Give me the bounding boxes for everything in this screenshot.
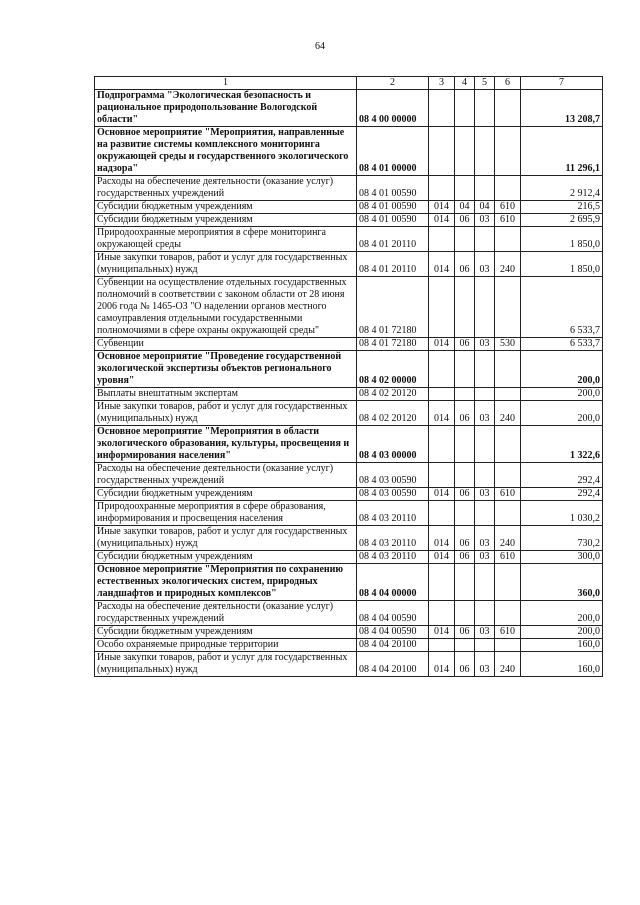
table-row [95, 277, 603, 338]
budget-table [94, 76, 603, 677]
row-name: Иные закупки товаров, работ и услуг для государственных (муниципальных) нужд [95, 401, 357, 426]
row-gr [429, 351, 455, 388]
row-pr [475, 127, 495, 176]
row-code: 08 4 03 20110 [357, 501, 429, 526]
table-row [95, 463, 603, 488]
header-row [95, 77, 603, 90]
row-pr [475, 277, 495, 338]
row-sum: 216,5 [521, 201, 603, 214]
row-rz [455, 388, 475, 401]
row-pr [475, 501, 495, 526]
row-sum: 6 533,7 [521, 338, 603, 351]
row-code: 08 4 03 20110 [357, 551, 429, 564]
row-gr [429, 501, 455, 526]
row-code: 08 4 01 72180 [357, 338, 429, 351]
row-vr: 610 [495, 488, 521, 501]
row-sum: 200,0 [521, 626, 603, 639]
row-code: 08 4 01 00590 [357, 214, 429, 227]
row-gr: 014 [429, 252, 455, 277]
row-gr: 014 [429, 626, 455, 639]
row-vr [495, 351, 521, 388]
table-row [95, 252, 603, 277]
row-gr: 014 [429, 488, 455, 501]
row-code: 08 4 04 20100 [357, 639, 429, 652]
page-number: 64 [315, 41, 325, 52]
row-rz: 06 [455, 214, 475, 227]
row-sum: 1 850,0 [521, 252, 603, 277]
row-vr: 240 [495, 401, 521, 426]
row-name: Субсидии бюджетным учреждениям [95, 214, 357, 227]
row-name: Субсидии бюджетным учреждениям [95, 488, 357, 501]
row-vr: 610 [495, 214, 521, 227]
row-pr [475, 351, 495, 388]
row-name: Основное мероприятие "Проведение государственной экологической экспертизы объектов регионального уровня" [95, 351, 357, 388]
header-cell-code: 2 [357, 77, 429, 90]
row-rz [455, 639, 475, 652]
row-gr: 014 [429, 338, 455, 351]
row-rz: 04 [455, 201, 475, 214]
row-pr [475, 388, 495, 401]
row-rz [455, 90, 475, 127]
row-pr: 03 [475, 488, 495, 501]
row-name: Особо охраняемые природные территории [95, 639, 357, 652]
row-pr [475, 426, 495, 463]
row-pr: 03 [475, 626, 495, 639]
row-name: Основное мероприятие "Мероприятия, направленные на развитие системы комплексного мониторинга окружающей среды и государственного экологического надзора" [95, 127, 357, 176]
row-rz [455, 501, 475, 526]
table-row-section [95, 127, 603, 176]
row-pr: 03 [475, 526, 495, 551]
row-code: 08 4 03 00590 [357, 488, 429, 501]
row-vr [495, 639, 521, 652]
row-rz [455, 227, 475, 252]
row-gr [429, 426, 455, 463]
row-vr: 610 [495, 626, 521, 639]
row-gr [429, 639, 455, 652]
row-code: 08 4 04 00590 [357, 601, 429, 626]
table-row [95, 601, 603, 626]
row-name: Основное мероприятие "Мероприятия в области экологического образования, культуры, просвещения и информирования населения" [95, 426, 357, 463]
row-pr: 03 [475, 551, 495, 564]
header-cell-name: 1 [95, 77, 357, 90]
row-rz [455, 277, 475, 338]
row-vr: 530 [495, 338, 521, 351]
row-code: 08 4 01 72180 [357, 277, 429, 338]
row-sum: 300,0 [521, 551, 603, 564]
row-pr [475, 90, 495, 127]
row-code: 08 4 04 00000 [357, 564, 429, 601]
row-vr [495, 564, 521, 601]
row-rz: 06 [455, 626, 475, 639]
row-vr: 610 [495, 201, 521, 214]
row-vr [495, 601, 521, 626]
row-sum: 200,0 [521, 388, 603, 401]
table-row-section [95, 351, 603, 388]
row-code: 08 4 01 00000 [357, 127, 429, 176]
row-rz [455, 351, 475, 388]
row-vr: 240 [495, 526, 521, 551]
row-name: Расходы на обеспечение деятельности (оказание услуг) государственных учреждений [95, 601, 357, 626]
row-vr: 610 [495, 551, 521, 564]
row-gr [429, 90, 455, 127]
row-sum: 13 208,7 [521, 90, 603, 127]
row-pr: 03 [475, 652, 495, 677]
table-row [95, 652, 603, 677]
table-row-section [95, 564, 603, 601]
row-sum: 200,0 [521, 351, 603, 388]
row-code: 08 4 02 00000 [357, 351, 429, 388]
row-name: Субвенции [95, 338, 357, 351]
row-name: Иные закупки товаров, работ и услуг для государственных (муниципальных) нужд [95, 652, 357, 677]
row-gr [429, 388, 455, 401]
row-gr [429, 227, 455, 252]
row-name: Иные закупки товаров, работ и услуг для государственных (муниципальных) нужд [95, 526, 357, 551]
row-vr: 240 [495, 252, 521, 277]
row-pr [475, 639, 495, 652]
row-pr [475, 227, 495, 252]
row-code: 08 4 01 20110 [357, 252, 429, 277]
row-rz [455, 564, 475, 601]
row-rz: 06 [455, 338, 475, 351]
row-sum: 11 296,1 [521, 127, 603, 176]
row-gr: 014 [429, 652, 455, 677]
table-row [95, 488, 603, 501]
row-gr: 014 [429, 401, 455, 426]
header-cell-sum: 7 [521, 77, 603, 90]
table-row [95, 401, 603, 426]
row-sum: 160,0 [521, 652, 603, 677]
row-rz: 06 [455, 252, 475, 277]
row-sum: 6 533,7 [521, 277, 603, 338]
row-name: Расходы на обеспечение деятельности (оказание услуг) государственных учреждений [95, 176, 357, 201]
row-code: 08 4 03 20110 [357, 526, 429, 551]
row-gr: 014 [429, 526, 455, 551]
row-name: Основное мероприятие "Мероприятия по сохранению естественных экологических систем, природных ландшафтов и природных комплексов" [95, 564, 357, 601]
row-gr [429, 176, 455, 201]
row-pr [475, 601, 495, 626]
row-rz [455, 127, 475, 176]
row-rz: 06 [455, 488, 475, 501]
row-name: Расходы на обеспечение деятельности (оказание услуг) государственных учреждений [95, 463, 357, 488]
row-rz [455, 426, 475, 463]
row-code: 08 4 01 00590 [357, 176, 429, 201]
row-pr [475, 564, 495, 601]
table-row-section [95, 90, 603, 127]
row-code: 08 4 03 00000 [357, 426, 429, 463]
row-code: 08 4 03 00590 [357, 463, 429, 488]
row-vr [495, 388, 521, 401]
row-code: 08 4 02 20120 [357, 401, 429, 426]
row-code: 08 4 01 20110 [357, 227, 429, 252]
row-rz: 06 [455, 551, 475, 564]
row-pr [475, 176, 495, 201]
table-row [95, 639, 603, 652]
row-vr [495, 277, 521, 338]
table-row [95, 626, 603, 639]
row-rz: 06 [455, 652, 475, 677]
row-vr [495, 90, 521, 127]
row-rz [455, 601, 475, 626]
row-sum: 1 322,6 [521, 426, 603, 463]
row-code: 08 4 04 20100 [357, 652, 429, 677]
row-pr: 03 [475, 338, 495, 351]
row-gr: 014 [429, 551, 455, 564]
row-sum: 292,4 [521, 463, 603, 488]
row-sum: 730,2 [521, 526, 603, 551]
row-sum: 160,0 [521, 639, 603, 652]
row-vr [495, 176, 521, 201]
row-rz: 06 [455, 526, 475, 551]
row-sum: 2 912,4 [521, 176, 603, 201]
table-row [95, 526, 603, 551]
row-pr: 03 [475, 252, 495, 277]
row-code: 08 4 00 00000 [357, 90, 429, 127]
table-row [95, 551, 603, 564]
row-vr [495, 227, 521, 252]
row-rz [455, 463, 475, 488]
header-cell-pr: 5 [475, 77, 495, 90]
row-gr: 014 [429, 201, 455, 214]
row-code: 08 4 04 00590 [357, 626, 429, 639]
row-vr: 240 [495, 652, 521, 677]
row-name: Субвенции на осуществление отдельных государственных полномочий в соответствии с законом области от 28 июня 2006 года № 1465-ОЗ "О наделении органов местного самоуправления отдельными государственными полномочиями в сфере охраны окружающей среды" [95, 277, 357, 338]
row-name: Подпрограмма "Экологическая безопасность и рациональное природопользование Вологодской области" [95, 90, 357, 127]
row-sum: 292,4 [521, 488, 603, 501]
row-sum: 200,0 [521, 601, 603, 626]
row-vr [495, 463, 521, 488]
row-pr [475, 463, 495, 488]
row-vr [495, 501, 521, 526]
table-row [95, 338, 603, 351]
row-pr: 04 [475, 201, 495, 214]
row-code: 08 4 02 20120 [357, 388, 429, 401]
row-name: Субсидии бюджетным учреждениям [95, 626, 357, 639]
row-gr [429, 127, 455, 176]
header-cell-gr: 3 [429, 77, 455, 90]
row-name: Субсидии бюджетным учреждениям [95, 551, 357, 564]
row-sum: 1 030,2 [521, 501, 603, 526]
row-gr [429, 277, 455, 338]
row-name: Выплаты внештатным экспертам [95, 388, 357, 401]
row-vr [495, 426, 521, 463]
row-gr [429, 463, 455, 488]
row-pr: 03 [475, 401, 495, 426]
header-cell-rz: 4 [455, 77, 475, 90]
row-sum: 1 850,0 [521, 227, 603, 252]
table-row [95, 201, 603, 214]
row-name: Природоохранные мероприятия в сфере мониторинга окружающей среды [95, 227, 357, 252]
row-name: Субсидии бюджетным учреждениям [95, 201, 357, 214]
header-cell-vr: 6 [495, 77, 521, 90]
row-sum: 360,0 [521, 564, 603, 601]
table-row-section [95, 426, 603, 463]
row-gr [429, 601, 455, 626]
row-sum: 200,0 [521, 401, 603, 426]
table-row [95, 227, 603, 252]
row-code: 08 4 01 00590 [357, 201, 429, 214]
row-rz [455, 176, 475, 201]
row-rz: 06 [455, 401, 475, 426]
row-name: Природоохранные мероприятия в сфере образования, информирования и просвещения населения [95, 501, 357, 526]
row-vr [495, 127, 521, 176]
row-gr: 014 [429, 214, 455, 227]
row-gr [429, 564, 455, 601]
row-sum: 2 695,9 [521, 214, 603, 227]
row-pr: 03 [475, 214, 495, 227]
table-row [95, 388, 603, 401]
table-row [95, 214, 603, 227]
table-row [95, 501, 603, 526]
table-row [95, 176, 603, 201]
row-name: Иные закупки товаров, работ и услуг для государственных (муниципальных) нужд [95, 252, 357, 277]
